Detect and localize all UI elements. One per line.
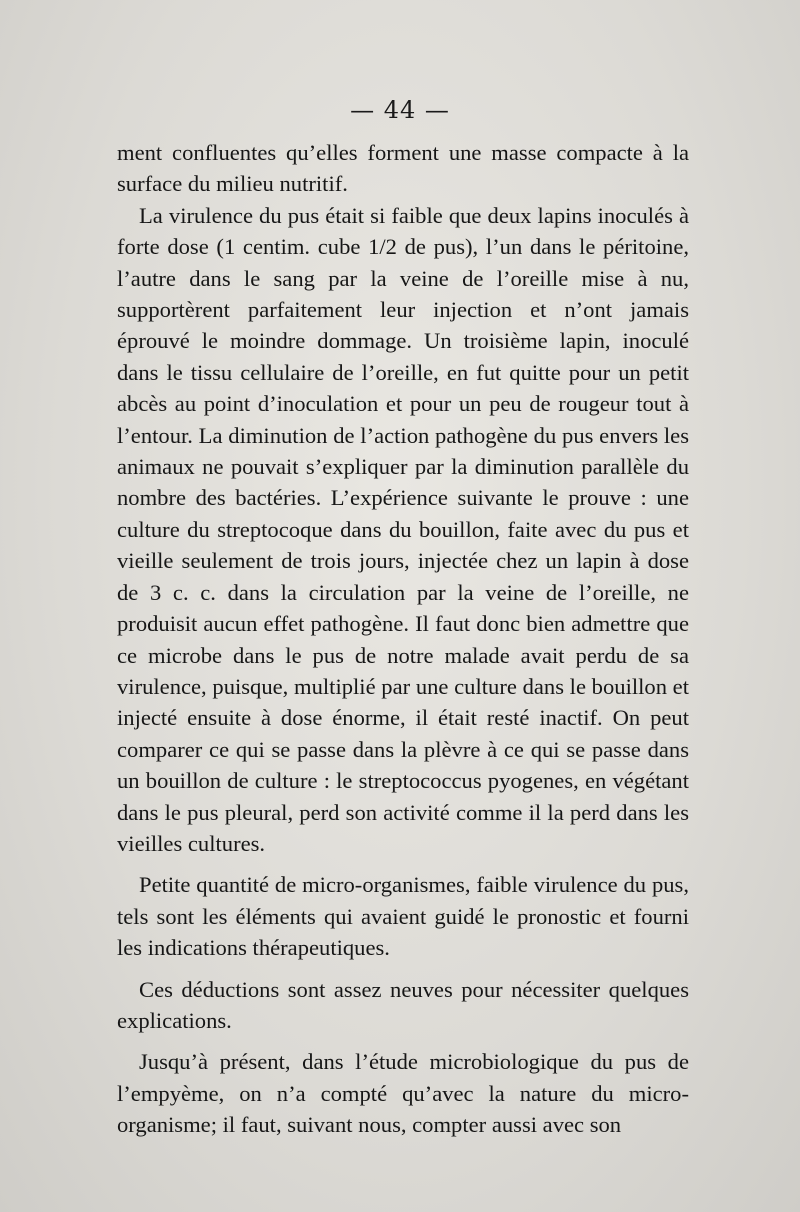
body-text — [117, 137, 689, 1141]
paragraph-4: Ces déductions sont assez neuves pour nécessiter quelques explications. — [117, 976, 689, 1033]
paragraph-2: La virulence du pus était si faible que deux lapins inoculés à forte dose (1 centim. cube 1/2 de pus), l’un dans le péritoine, l’autre dans le sang par la veine de l’oreille mise à nu, supportèrent parfaitement leur injection et n’ont jamais éprouvé le moindre dommage. Un troisième lapin, inoculé dans le tissu cellulaire de l’oreille, en fut quitte pour un petit abcès au point d’inoculation et pour un peu de rougeur tout à l’entour. La diminution de l’action pathogène du pus envers les animaux ne pouvait s’expliquer par la diminution parallèle du nombre des bactéries. L’expérience suivante le prouve : une culture du streptocoque dans du bouillon, faite avec du pus et vieille seulement de trois jours, injectée chez un lapin à dose de 3 c. c. dans la circulation par la veine de l’oreille, ne produisit aucun effet pathogène. Il faut donc bien admettre que ce microbe dans le pus de notre malade avait perdu de sa virulence, puisque, multiplié par une culture dans le bouillon et injecté ensuite à dose énorme, il était resté inactif. On peut comparer ce qui se passe dans la plèvre à ce qui se passe dans un bouillon de culture : le streptococcus pyogenes, en végétant dans le pus pleural, perd son activité comme il la perd dans les vieilles cultures. — [117, 202, 689, 856]
paragraph-1: ment confluentes qu’elles forment une masse compacte à la surface du milieu nutritif. — [117, 140, 689, 197]
page-number: — 44 — — [350, 96, 450, 124]
paragraph-3: Petite quantité de micro-organismes, faible virulence du pus, tels sont les éléments qui avaient guidé le pronostic et fourni les indications thérapeutiques. — [117, 872, 689, 961]
paragraph-5: Jusqu’à présent, dans l’étude microbiologique du pus de l’empyème, on n’a compté qu’avec la nature du micro-organisme; il faut, suivant nous, compter aussi avec son — [117, 1049, 689, 1138]
